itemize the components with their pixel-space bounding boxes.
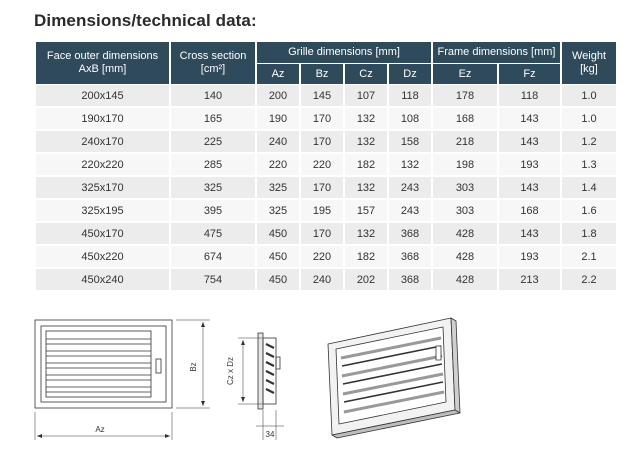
cell-cross-section: 140 <box>171 85 255 108</box>
cell-face: 450x220 <box>36 246 169 269</box>
cell-dz: 132 <box>389 154 431 177</box>
cell-bz: 220 <box>301 246 343 269</box>
cell-bz: 170 <box>301 177 343 200</box>
cell-az: 240 <box>257 131 299 154</box>
header-dz: Dz <box>389 64 431 85</box>
cell-face: 325x195 <box>36 200 169 223</box>
cell-face: 450x240 <box>36 269 169 292</box>
cell-fz: 193 <box>499 154 560 177</box>
front-view-drawing <box>35 320 210 440</box>
cell-az: 325 <box>257 177 299 200</box>
side-depth-label: 34 <box>265 430 275 439</box>
technical-drawing <box>0 300 640 460</box>
cell-fz: 143 <box>499 177 560 200</box>
cell-ez: 303 <box>433 200 497 223</box>
cell-fz: 213 <box>499 269 560 292</box>
cell-ez: 428 <box>433 246 497 269</box>
isometric-view-drawing <box>328 318 460 438</box>
cell-bz: 170 <box>301 223 343 246</box>
cell-cross-section: 165 <box>171 108 255 131</box>
header-az: Az <box>257 64 299 85</box>
cell-face: 325x170 <box>36 177 169 200</box>
cell-cz: 132 <box>345 177 387 200</box>
cell-ez: 168 <box>433 108 497 131</box>
header-face-dimensions: Face outer dimensions AxB [mm] <box>36 42 169 85</box>
cell-fz: 143 <box>499 223 560 246</box>
table-body <box>36 85 616 292</box>
cell-dz: 158 <box>389 131 431 154</box>
cell-az: 190 <box>257 108 299 131</box>
cell-ez: 198 <box>433 154 497 177</box>
cell-face: 240x170 <box>36 131 169 154</box>
table-row <box>36 131 616 154</box>
cell-fz: 143 <box>499 108 560 131</box>
cell-cross-section: 674 <box>171 246 255 269</box>
cell-cross-section: 325 <box>171 177 255 200</box>
cell-face: 190x170 <box>36 108 169 131</box>
front-width-label: Az <box>95 425 105 434</box>
header-bz: Bz <box>301 64 343 85</box>
cell-cz: 182 <box>345 246 387 269</box>
cell-bz: 240 <box>301 269 343 292</box>
cell-bz: 170 <box>301 108 343 131</box>
cell-az: 450 <box>257 223 299 246</box>
cell-dz: 108 <box>389 108 431 131</box>
cell-bz: 195 <box>301 200 343 223</box>
table-row <box>36 108 616 131</box>
cell-dz: 368 <box>389 223 431 246</box>
table-row <box>36 154 616 177</box>
cell-cross-section: 225 <box>171 131 255 154</box>
cell-face: 450x170 <box>36 223 169 246</box>
cell-ez: 428 <box>433 269 497 292</box>
side-view-drawing <box>238 333 284 440</box>
side-height-label: Cz x Dz <box>226 357 235 385</box>
cell-weight: 1.2 <box>562 131 616 154</box>
cell-bz: 220 <box>301 154 343 177</box>
cell-weight: 1.4 <box>562 177 616 200</box>
header-cross-section: Cross section [cm²] <box>171 42 255 85</box>
cell-dz: 243 <box>389 200 431 223</box>
cell-fz: 118 <box>499 85 560 108</box>
cell-cross-section: 754 <box>171 269 255 292</box>
header-fz: Fz <box>499 64 560 85</box>
cell-cz: 132 <box>345 108 387 131</box>
header-cz: Cz <box>345 64 387 85</box>
page-title: Dimensions/technical data: <box>34 11 257 30</box>
cell-cz: 132 <box>345 131 387 154</box>
header-grille-dimensions: Grille dimensions [mm] <box>257 42 431 64</box>
cell-ez: 428 <box>433 223 497 246</box>
cell-weight: 1.0 <box>562 108 616 131</box>
cell-cz: 132 <box>345 223 387 246</box>
cell-az: 325 <box>257 200 299 223</box>
cell-cross-section: 475 <box>171 223 255 246</box>
cell-face: 220x220 <box>36 154 169 177</box>
cell-cross-section: 395 <box>171 200 255 223</box>
front-height-label: Bz <box>189 362 198 372</box>
cell-cz: 182 <box>345 154 387 177</box>
cell-face: 200x145 <box>36 85 169 108</box>
header-ez: Ez <box>433 64 497 85</box>
cell-dz: 368 <box>389 246 431 269</box>
cell-cz: 202 <box>345 269 387 292</box>
cell-weight: 2.1 <box>562 246 616 269</box>
cell-cz: 157 <box>345 200 387 223</box>
cell-weight: 1.0 <box>562 85 616 108</box>
table-row <box>36 223 616 246</box>
header-frame-dimensions: Frame dimensions [mm] <box>433 42 560 64</box>
cell-fz: 168 <box>499 200 560 223</box>
cell-dz: 118 <box>389 85 431 108</box>
cell-ez: 218 <box>433 131 497 154</box>
cell-dz: 243 <box>389 177 431 200</box>
technical-data-table <box>34 42 618 292</box>
cell-bz: 170 <box>301 131 343 154</box>
cell-dz: 368 <box>389 269 431 292</box>
cell-az: 450 <box>257 269 299 292</box>
cell-weight: 1.6 <box>562 200 616 223</box>
table-row <box>36 246 616 269</box>
cell-ez: 303 <box>433 177 497 200</box>
table-row <box>36 200 616 223</box>
table-row <box>36 269 616 292</box>
cell-fz: 143 <box>499 131 560 154</box>
cell-cz: 107 <box>345 85 387 108</box>
cell-az: 450 <box>257 246 299 269</box>
cell-ez: 178 <box>433 85 497 108</box>
cell-cross-section: 285 <box>171 154 255 177</box>
table-row <box>36 177 616 200</box>
cell-az: 200 <box>257 85 299 108</box>
cell-az: 220 <box>257 154 299 177</box>
table-row <box>36 85 616 108</box>
cell-weight: 1.3 <box>562 154 616 177</box>
cell-weight: 2.2 <box>562 269 616 292</box>
cell-bz: 145 <box>301 85 343 108</box>
header-weight: Weight [kg] <box>562 42 616 85</box>
cell-fz: 193 <box>499 246 560 269</box>
cell-weight: 1.8 <box>562 223 616 246</box>
